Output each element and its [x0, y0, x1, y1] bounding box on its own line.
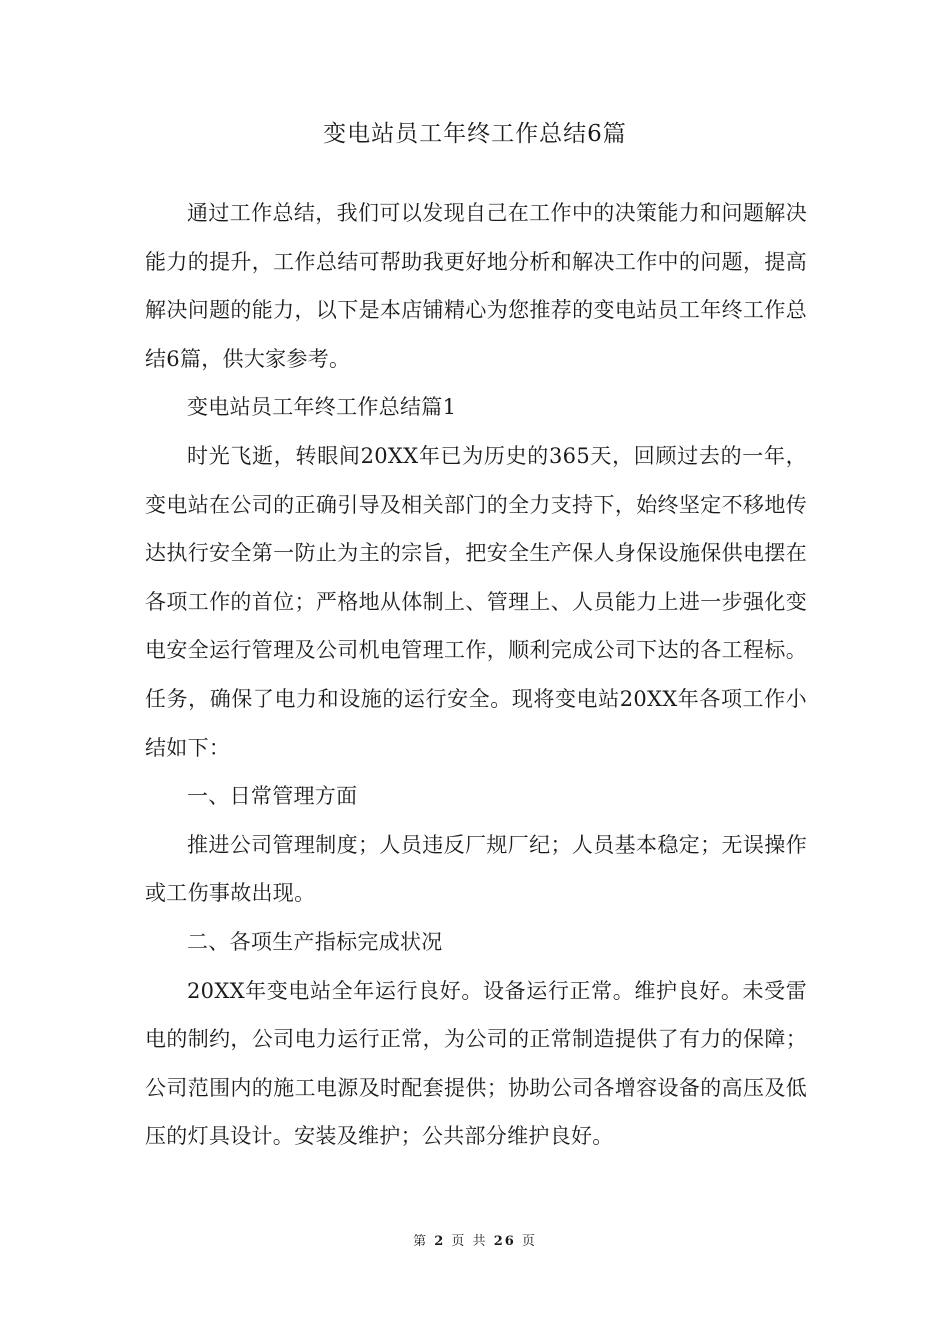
document-body	[145, 189, 807, 1161]
footer-middle: 页 共	[451, 1234, 488, 1249]
total-pages-number: 26	[493, 1234, 516, 1249]
footer-suffix: 页	[521, 1234, 537, 1249]
body-paragraph: 20XX年变电站全年运行良好。设备运行正常。维护良好。未受雷电的制约，公司电力运行正常，为公司的正常制造提供了有力的保障；公司范围内的施工电源及时配套提供；协助公司各增容设备的高压及低压的灯具设计。安装及维护；公共部分维护良好。	[145, 978, 807, 1149]
section-heading-part-1: 变电站员工年终工作总结篇1	[187, 395, 457, 420]
footer-prefix: 第	[413, 1234, 429, 1249]
current-page-number: 2	[434, 1234, 446, 1249]
section-heading-daily-management: 一、日常管理方面	[187, 784, 358, 809]
body-paragraph: 推进公司管理制度；人员违反厂规厂纪；人员基本稳定；无误操作或工伤事故出现。	[145, 832, 807, 906]
intro-paragraph: 通过工作总结，我们可以发现自己在工作中的决策能力和问题解决能力的提升，工作总结可帮助我更好地分析和解决工作中的问题，提高解决问题的能力，以下是本店铺精心为您推荐的变电站员工年终工作总结6篇，供大家参考。	[145, 201, 807, 371]
document-title: 变电站员工年终工作总结6篇	[323, 121, 627, 147]
page-footer	[0, 1232, 950, 1252]
section-heading-production-indicators: 二、各项生产指标完成状况	[187, 929, 443, 954]
body-paragraph: 时光飞逝，转眼间20XX年已为历史的365天，回顾过去的一年，变电站在公司的正确引导及相关部门的全力支持下，始终坚定不移地传达执行安全第一防止为主的宗旨，把安全生产保人身保设施保供电摆在各项工作的首位；严格地从体制上、管理上、人员能力上进一步强化变电安全运行管理及公司机电管理工作，顺利完成公司下达的各工程标。任务，确保了电力和设施的运行安全。现将变电站20XX年各项工作小结如下：	[145, 443, 807, 760]
